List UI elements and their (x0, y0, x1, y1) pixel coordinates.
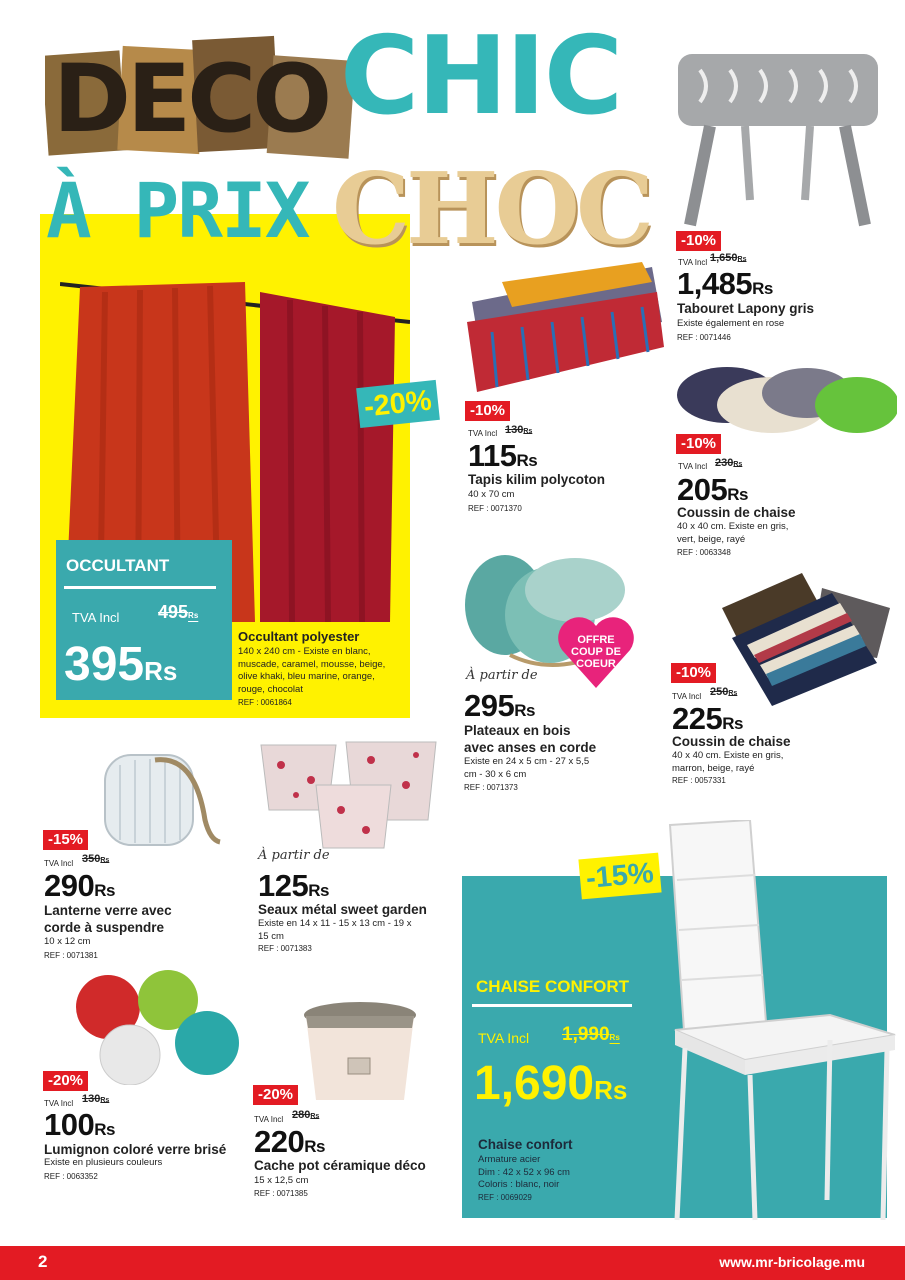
footer-url[interactable]: www.mr-bricolage.mu (719, 1254, 865, 1270)
tabouret-ref: REF : 0071446 (677, 333, 731, 342)
coussin2-discount-badge: -10% (670, 662, 717, 684)
tapis-desc: 40 x 70 cm (468, 489, 515, 500)
tapis-discount-badge: -10% (464, 400, 511, 422)
lumignon-graphic (70, 965, 245, 1085)
tabouret-discount-badge: -10% (675, 230, 722, 252)
lumignon-discount-badge: -20% (42, 1070, 89, 1092)
coussin2-price-value: 225 (672, 701, 723, 736)
occultant-price (64, 640, 177, 696)
cachepot-price-unit: Rs (304, 1137, 325, 1156)
occultant-title: Occultant polyester (238, 629, 360, 644)
chaise-old-price (562, 1024, 620, 1046)
seaux-price-value: 125 (258, 868, 309, 903)
lumignon-price (44, 1109, 115, 1140)
coussin2-price (672, 703, 743, 734)
deco-text: DECO (53, 45, 329, 154)
lumignon-tva: TVA Incl (44, 1099, 74, 1108)
tapis-title: Tapis kilim polycoton (468, 472, 606, 487)
coussin1-graphic (672, 355, 897, 445)
plateaux-price (464, 690, 535, 721)
seaux-image (256, 740, 441, 850)
occultant-divider (64, 586, 216, 589)
coussin1-old-unit: Rs (733, 461, 743, 468)
choc-text: CHOC (332, 152, 650, 267)
chic-text: CHIC (340, 14, 622, 139)
seaux-graphic (256, 740, 441, 850)
coussin2-tva: TVA Incl (672, 692, 702, 701)
cachepot-price-value: 220 (254, 1124, 305, 1159)
tapis-image (462, 262, 667, 402)
coussin2-graphic (712, 568, 892, 708)
cachepot-desc: 15 x 12,5 cm (254, 1175, 309, 1186)
tabouret-tva: TVA Incl (678, 258, 708, 267)
coussin2-desc: 40 x 40 cm. Existe en gris, marron, beige, rayé (672, 750, 784, 774)
coussin1-discount-badge: -10% (675, 433, 722, 455)
chaise-ref: REF : 0069029 (478, 1193, 532, 1202)
plateaux-title: Plateaux en bois avec anses en corde (464, 723, 597, 755)
coussin2-ref: REF : 0057331 (672, 776, 726, 785)
coussin1-price-unit: Rs (727, 485, 748, 504)
coussin1-desc: 40 x 40 cm. Existe en gris, vert, beige, rayé (677, 521, 789, 545)
lumignon-old-price-value: 130 (82, 1093, 101, 1105)
coussin1-title: Coussin de chaise (677, 505, 796, 520)
plateaux-price-value: 295 (464, 688, 515, 723)
chaise-title: Chaise confort (478, 1137, 573, 1152)
occultant-price-value: 395 (64, 638, 145, 691)
lanterne-price-unit: Rs (94, 881, 115, 900)
lumignon-old-price (82, 1093, 109, 1105)
occultant-ref: REF : 0061864 (238, 698, 292, 707)
seaux-price-unit: Rs (308, 881, 329, 900)
seaux-desc: Existe en 14 x 11 - 15 x 13 cm - 19 x 15 cm (258, 918, 412, 942)
plateaux-desc: Existe en 24 x 5 cm - 27 x 5,5 cm - 30 x 6 cm (464, 756, 590, 780)
lanterne-old-unit: Rs (100, 857, 110, 864)
lanterne-graphic (95, 745, 225, 850)
lumignon-price-value: 100 (44, 1107, 95, 1142)
chaise-divider (472, 1004, 632, 1007)
tabouret-old-price (710, 252, 746, 264)
chaise-desc: Armature acier Dim : 42 x 52 x 96 cm Coloris : blanc, noir (478, 1154, 570, 1190)
lanterne-old-price (82, 853, 109, 865)
coussin1-old-price-value: 230 (715, 457, 734, 469)
chaise-old-unit: Rs (609, 1033, 620, 1042)
footer-bar (0, 1246, 905, 1280)
tabouret-desc: Existe également en rose (677, 318, 785, 329)
occultant-old-unit: Rs (188, 611, 199, 620)
lanterne-image (95, 745, 225, 850)
lumignon-image (70, 965, 245, 1085)
seaux-apartir: À partir de (258, 848, 330, 863)
coussin1-price (677, 474, 748, 505)
coussin1-tva: TVA Incl (678, 462, 708, 471)
heart-offer-badge (556, 614, 636, 690)
seaux-ref: REF : 0071383 (258, 944, 312, 953)
lanterne-title: Lanterne verre avec corde à suspendre (44, 903, 172, 935)
seaux-price (258, 870, 329, 901)
tabouret-price (677, 268, 773, 299)
lumignon-old-unit: Rs (100, 1097, 110, 1104)
coussin2-price-unit: Rs (722, 714, 743, 733)
coussin2-old-unit: Rs (728, 690, 738, 697)
plateaux-price-unit: Rs (514, 701, 535, 720)
chaise-price-unit: Rs (594, 1075, 628, 1105)
lumignon-ref: REF : 0063352 (44, 1172, 98, 1181)
lanterne-desc: 10 x 12 cm (44, 936, 91, 947)
cachepot-image (300, 1000, 420, 1105)
lanterne-old-price-value: 350 (82, 853, 101, 865)
coussin2-old-price-value: 250 (710, 686, 729, 698)
chaise-tva: TVA Incl (478, 1030, 530, 1046)
coussin1-old-price (715, 457, 742, 469)
tabouret-price-unit: Rs (752, 279, 773, 298)
tapis-tva: TVA Incl (468, 429, 498, 438)
page-number: 2 (38, 1252, 48, 1271)
cachepot-old-unit: Rs (310, 1113, 320, 1120)
coussin2-old-price (710, 686, 737, 698)
occultant-old-price-value: 495 (158, 602, 189, 622)
tapis-old-unit: Rs (523, 428, 533, 435)
lanterne-tva: TVA Incl (44, 859, 74, 868)
occultant-old-price (158, 602, 198, 623)
tabouret-graphic (670, 40, 885, 230)
tabouret-price-value: 1,485 (677, 266, 753, 301)
coussin2-image (712, 568, 892, 708)
coussin1-image (672, 355, 897, 445)
chaise-price (474, 1058, 627, 1116)
lanterne-discount-badge: -15% (42, 829, 89, 851)
tapis-price (468, 440, 537, 471)
tapis-ref: REF : 0071370 (468, 504, 522, 513)
tabouret-old-price-value: 1,650 (710, 252, 738, 264)
lanterne-ref: REF : 0071381 (44, 951, 98, 960)
chaise-image (655, 820, 897, 1225)
chaise-discount-badge: -15% (578, 853, 661, 900)
tapis-old-price (505, 424, 532, 436)
occultant-price-unit: Rs (144, 656, 178, 686)
tapis-price-value: 115 (468, 438, 517, 473)
tapis-graphic (462, 262, 667, 402)
cachepot-title: Cache pot céramique déco (254, 1158, 426, 1173)
tabouret-title: Tabouret Lapony gris (677, 301, 815, 316)
deco-word (45, 33, 365, 163)
tabouret-image (670, 40, 885, 230)
occultant-desc: 140 x 240 cm - Existe en blanc, muscade, caramel, mousse, beige, olive khaki, bleu marine, orange, rouge, chocolat (238, 646, 386, 695)
tabouret-old-unit: Rs (737, 256, 747, 263)
coussin2-title: Coussin de chaise (672, 734, 791, 749)
cachepot-old-price (292, 1109, 319, 1121)
chaise-graphic (655, 820, 897, 1225)
occultant-discount-badge: -20% (356, 380, 439, 428)
chaise-label: CHAISE CONFORT (476, 977, 629, 996)
coussin1-ref: REF : 0063348 (677, 548, 731, 557)
chaise-price-value: 1,690 (474, 1057, 595, 1110)
plateaux-ref: REF : 0071373 (464, 783, 518, 792)
lanterne-price (44, 870, 115, 901)
cachepot-price (254, 1126, 325, 1157)
cachepot-tva: TVA Incl (254, 1115, 284, 1124)
cachepot-old-price-value: 280 (292, 1109, 311, 1121)
lumignon-price-unit: Rs (94, 1120, 115, 1139)
cachepot-graphic (300, 1000, 420, 1105)
chaise-old-price-value: 1,990 (562, 1024, 610, 1045)
occultant-price-box (56, 540, 232, 700)
cachepot-discount-badge: -20% (252, 1084, 299, 1106)
occultant-label: OCCULTANT (66, 556, 170, 575)
coussin1-price-value: 205 (677, 472, 728, 507)
plateaux-apartir: À partir de (466, 668, 538, 683)
tapis-price-unit: Rs (516, 451, 538, 470)
lumignon-title: Lumignon coloré verre brisé (44, 1142, 227, 1157)
seaux-title: Seaux métal sweet garden (258, 902, 427, 917)
prix-text: À PRIX (46, 166, 309, 255)
heart-offer-text: OFFRE COUP DE COEUR (571, 634, 621, 670)
lumignon-desc: Existe en plusieurs couleurs (44, 1157, 163, 1168)
lanterne-price-value: 290 (44, 868, 95, 903)
occultant-tva: TVA Incl (72, 610, 120, 625)
tapis-old-price-value: 130 (505, 424, 524, 436)
cachepot-ref: REF : 0071385 (254, 1189, 308, 1198)
